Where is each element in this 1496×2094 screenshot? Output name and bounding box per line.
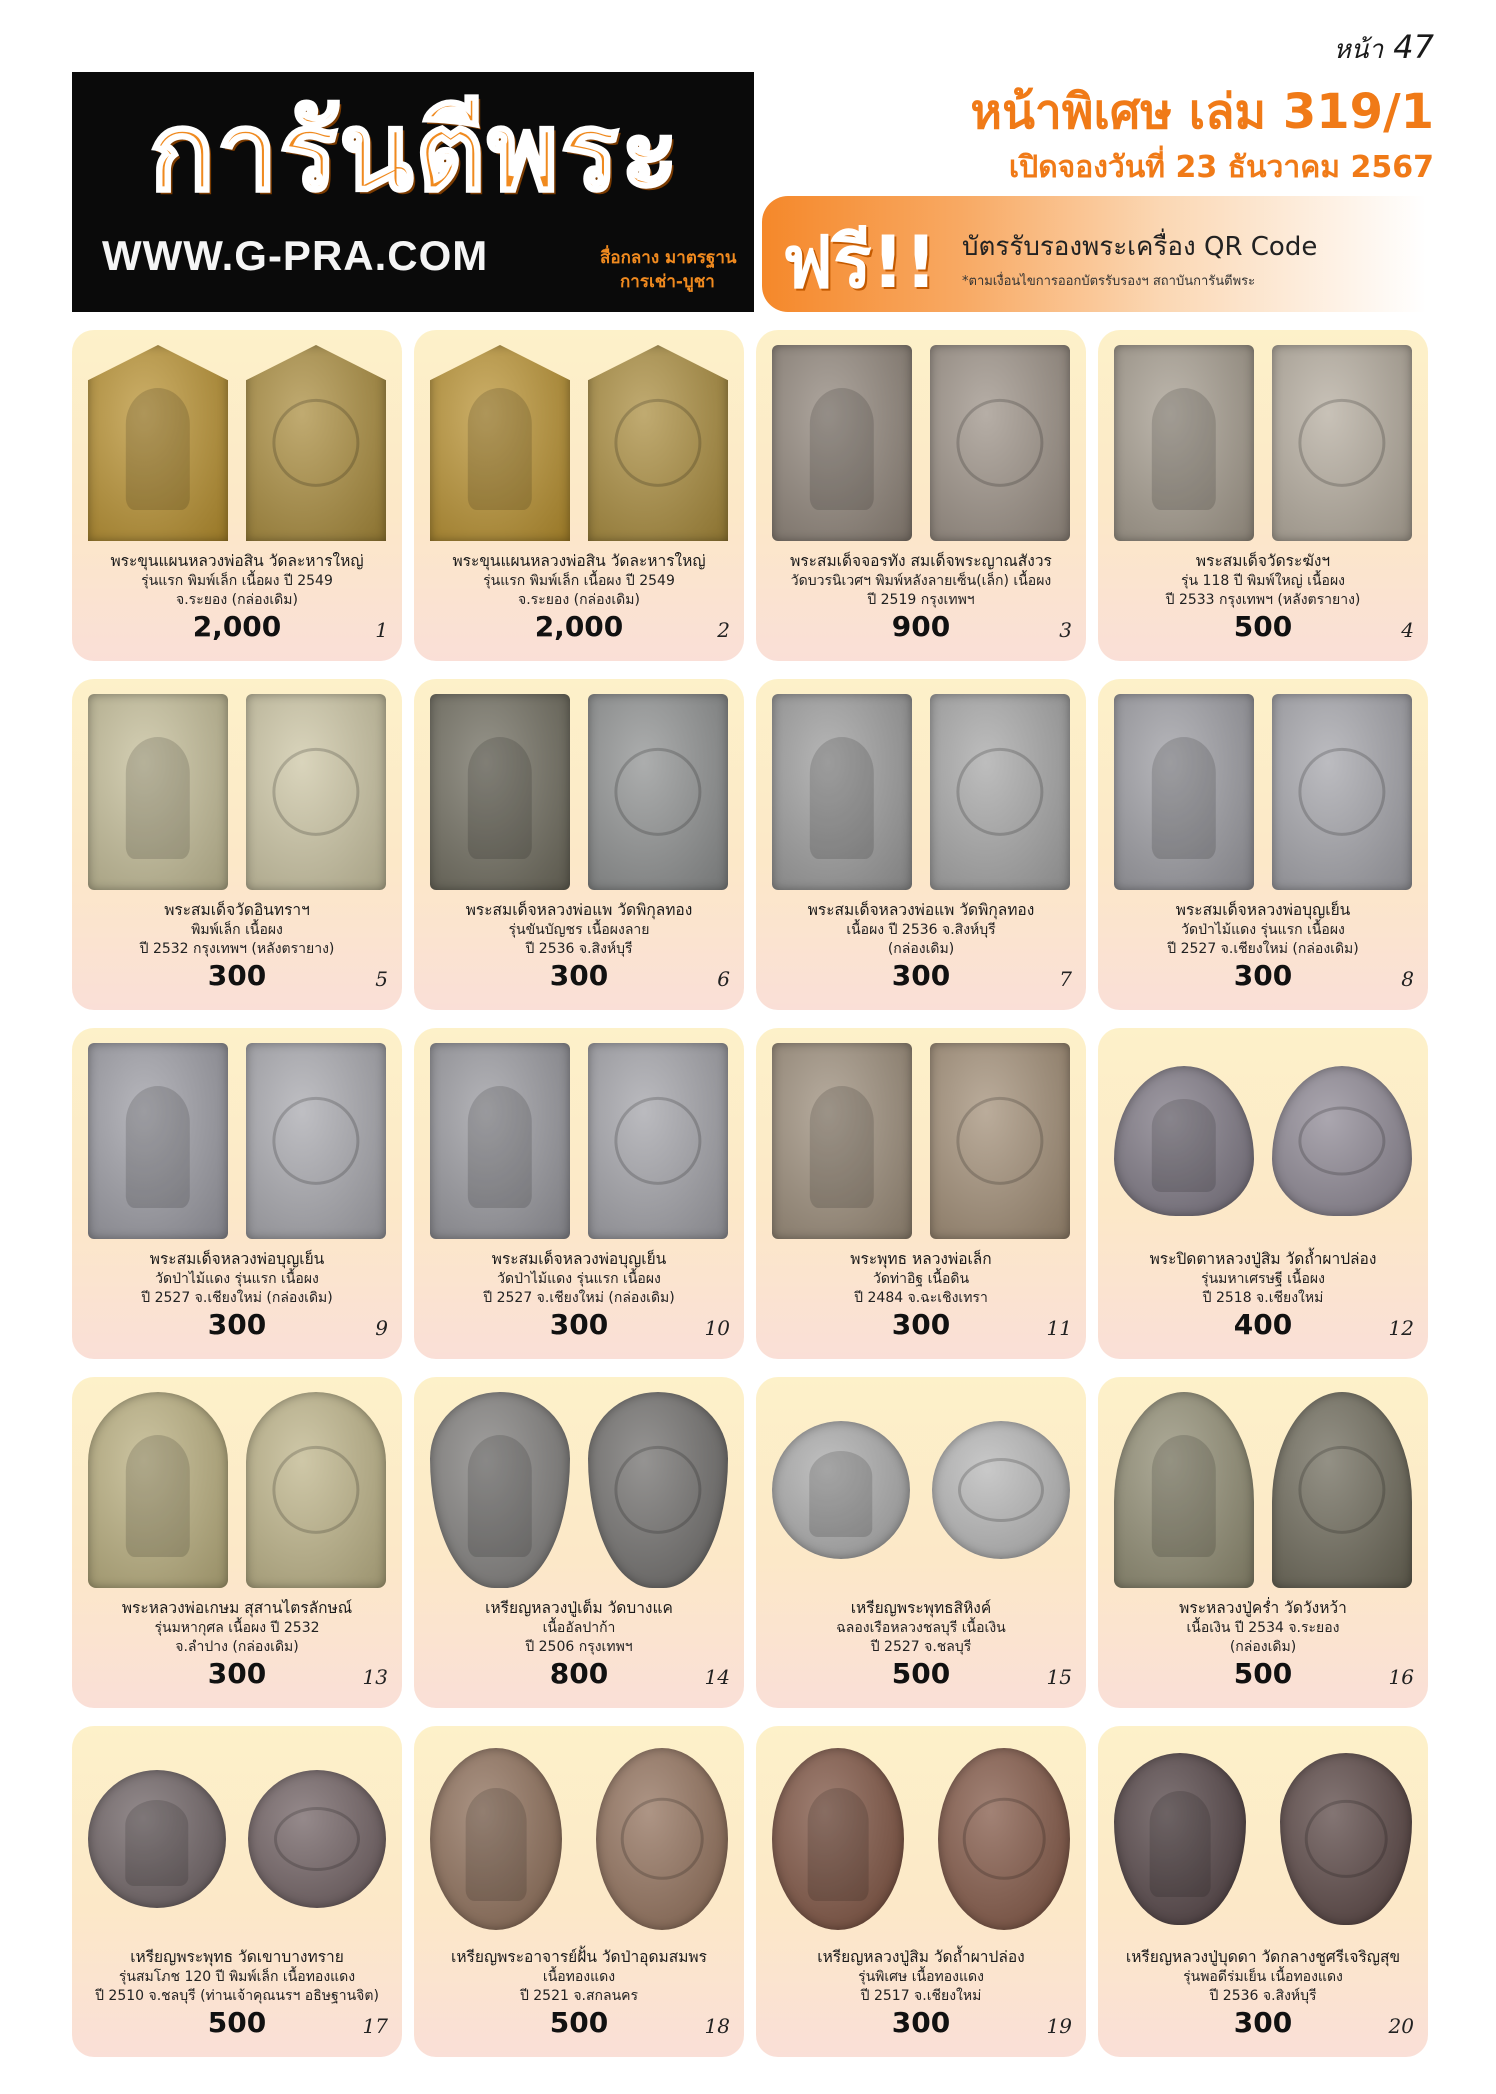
amulet-front-image[interactable] bbox=[772, 1043, 912, 1239]
amulet-detail-2: ปี 2519 กรุงเทพฯ bbox=[867, 592, 975, 608]
amulet-front-image[interactable] bbox=[1114, 1753, 1246, 1925]
amulet-front-image[interactable] bbox=[88, 345, 228, 541]
amulet-detail-1: รุ่นมหากุศล เนื้อผง ปี 2532 bbox=[154, 1620, 320, 1636]
amulet-photos bbox=[430, 1389, 728, 1591]
buddha-relief bbox=[125, 1800, 188, 1886]
amulet-price: 300 bbox=[1233, 959, 1293, 992]
buddha-relief bbox=[1152, 1435, 1216, 1557]
amulet-title: พระขุนแผนหลวงพ่อสิน วัดละหารใหญ่ bbox=[110, 552, 364, 570]
amulet-price: 500 bbox=[891, 1657, 951, 1690]
amulet-back-image[interactable] bbox=[1272, 345, 1412, 541]
back-inscription bbox=[956, 399, 1043, 487]
amulet-front-image[interactable] bbox=[88, 1043, 228, 1239]
amulet-photos bbox=[1114, 691, 1412, 893]
amulet-price: 300 bbox=[207, 1308, 267, 1341]
amulet-price: 500 bbox=[1233, 610, 1293, 643]
logo[interactable] bbox=[72, 72, 754, 312]
amulet-photos bbox=[430, 1040, 728, 1242]
amulet-photos bbox=[1114, 1738, 1412, 1940]
amulet-front-image[interactable] bbox=[772, 1421, 910, 1559]
amulet-card[interactable] bbox=[1098, 330, 1428, 661]
buddha-relief bbox=[1152, 388, 1216, 510]
amulet-title: พระสมเด็จหลวงพ่อบุญเย็น bbox=[491, 1250, 667, 1268]
amulet-price: 500 bbox=[549, 2006, 609, 2039]
amulet-front-image[interactable] bbox=[1114, 694, 1254, 890]
amulet-price: 300 bbox=[549, 959, 609, 992]
amulet-title: เหรียญพระพุทธ วัดเขาบางทราย bbox=[130, 1948, 344, 1966]
amulet-photos bbox=[772, 342, 1070, 544]
amulet-card[interactable] bbox=[72, 1377, 402, 1708]
back-inscription bbox=[1298, 1446, 1385, 1534]
amulet-card[interactable] bbox=[1098, 1028, 1428, 1359]
buddha-relief bbox=[468, 737, 532, 859]
item-number: 9 bbox=[375, 1316, 388, 1340]
back-inscription bbox=[956, 1097, 1043, 1185]
amulet-detail-1: รุ่นแรก พิมพ์เล็ก เนื้อผง ปี 2549 bbox=[483, 573, 675, 589]
amulet-photos bbox=[772, 1389, 1070, 1591]
amulet-detail-2: จ.ระยอง (กล่องเดิม) bbox=[176, 592, 298, 608]
free-text: บัตรรับรองพระเครื่อง QR Code bbox=[962, 232, 1318, 262]
amulet-price: 400 bbox=[1233, 1308, 1293, 1341]
amulet-title: พระสมเด็จหลวงพ่อแพ วัดพิกุลทอง bbox=[807, 901, 1035, 919]
item-number: 1 bbox=[375, 618, 388, 642]
back-inscription bbox=[272, 1097, 359, 1185]
back-inscription bbox=[614, 1446, 701, 1534]
amulet-detail-2: ปี 2536 จ.สิงห์บุรี bbox=[1209, 1988, 1317, 2004]
logo-tagline-1: สื่อกลาง มาตรฐาน bbox=[600, 248, 737, 268]
amulet-photos bbox=[430, 1738, 728, 1940]
item-number: 3 bbox=[1059, 618, 1072, 642]
back-inscription bbox=[1298, 748, 1385, 836]
amulet-title: พระหลวงพ่อเกษม สุสานไตรลักษณ์ bbox=[121, 1599, 353, 1617]
amulet-photos bbox=[772, 1738, 1070, 1940]
amulet-detail-1: เนื้อผง ปี 2536 จ.สิงห์บุรี bbox=[846, 922, 996, 938]
amulet-front-image[interactable] bbox=[430, 345, 570, 541]
amulet-price: 300 bbox=[891, 959, 951, 992]
item-number: 12 bbox=[1388, 1316, 1414, 1340]
amulet-detail-2: ปี 2517 จ.เชียงใหม่ bbox=[860, 1988, 982, 2004]
amulet-back-image[interactable] bbox=[932, 1421, 1070, 1559]
item-number: 4 bbox=[1401, 618, 1414, 642]
amulet-detail-1: รุ่นมหาเศรษฐี เนื้อผง bbox=[1201, 1271, 1325, 1287]
amulet-title: พระพุทธ หลวงพ่อเล็ก bbox=[850, 1250, 992, 1268]
amulet-title: พระสมเด็จจอรทัง สมเด็จพระญาณสังวร bbox=[790, 552, 1052, 570]
amulet-price: 500 bbox=[207, 2006, 267, 2039]
amulet-card[interactable] bbox=[756, 1726, 1086, 2057]
item-number: 16 bbox=[1388, 1665, 1414, 1689]
amulet-detail-2: ปี 2527 จ.เชียงใหม่ (กล่องเดิม) bbox=[141, 1290, 333, 1306]
back-inscription bbox=[614, 399, 701, 487]
buddha-relief bbox=[809, 1451, 872, 1537]
amulet-front-image[interactable] bbox=[1114, 1066, 1254, 1216]
amulet-back-image[interactable] bbox=[1272, 1066, 1412, 1216]
amulet-card[interactable] bbox=[756, 1028, 1086, 1359]
amulet-price: 300 bbox=[891, 2006, 951, 2039]
item-number: 20 bbox=[1388, 2014, 1414, 2038]
logo-title: การันตีพระ bbox=[149, 90, 681, 215]
amulet-price: 900 bbox=[891, 610, 951, 643]
amulet-card[interactable] bbox=[1098, 1726, 1428, 2057]
back-inscription bbox=[963, 1798, 1046, 1880]
amulet-card[interactable] bbox=[414, 1726, 744, 2057]
amulet-front-image[interactable] bbox=[1114, 345, 1254, 541]
amulet-photos bbox=[88, 342, 386, 544]
buddha-relief bbox=[126, 1086, 190, 1208]
amulet-detail-1: วัดบวรนิเวศฯ พิมพ์หลังลายเซ็น(เล็ก) เนื้อผง bbox=[790, 573, 1052, 589]
amulet-detail-2: ปี 2506 กรุงเทพฯ bbox=[525, 1639, 633, 1655]
item-number: 11 bbox=[1046, 1316, 1072, 1340]
back-inscription bbox=[958, 1458, 1044, 1522]
amulet-photos bbox=[88, 1040, 386, 1242]
back-inscription bbox=[1298, 1107, 1385, 1176]
buddha-relief bbox=[1152, 737, 1216, 859]
item-number: 8 bbox=[1401, 967, 1414, 991]
amulet-price: 800 bbox=[549, 1657, 609, 1690]
amulet-front-image[interactable] bbox=[772, 1748, 904, 1930]
amulet-photos bbox=[88, 1738, 386, 1940]
amulet-photos bbox=[772, 1040, 1070, 1242]
amulet-photos bbox=[88, 691, 386, 893]
buddha-relief bbox=[808, 1788, 869, 1901]
amulet-back-image[interactable] bbox=[930, 694, 1070, 890]
back-inscription bbox=[614, 1097, 701, 1185]
amulet-back-image[interactable] bbox=[588, 345, 728, 541]
item-number: 2 bbox=[717, 618, 730, 642]
amulet-detail-1: เนื้อเงิน ปี 2534 จ.ระยอง bbox=[1186, 1620, 1340, 1636]
amulet-card[interactable] bbox=[72, 1028, 402, 1359]
back-inscription bbox=[272, 399, 359, 487]
amulet-detail-2: ปี 2527 จ.เชียงใหม่ (กล่องเดิม) bbox=[483, 1290, 675, 1306]
amulet-back-image[interactable] bbox=[248, 1770, 386, 1908]
amulet-back-image[interactable] bbox=[588, 1043, 728, 1239]
amulet-front-image[interactable] bbox=[88, 694, 228, 890]
open-date: เปิดจองวันที่ 23 ธันวาคม 2567 bbox=[1008, 150, 1434, 185]
page-number-value: 47 bbox=[1393, 28, 1434, 66]
page-label: หน้า bbox=[1333, 35, 1384, 65]
amulet-photos bbox=[772, 691, 1070, 893]
amulet-photos bbox=[1114, 342, 1412, 544]
amulet-photos bbox=[88, 1389, 386, 1591]
buddha-relief bbox=[126, 1435, 190, 1557]
back-inscription bbox=[272, 1446, 359, 1534]
buddha-relief bbox=[468, 1086, 532, 1208]
back-inscription bbox=[621, 1798, 704, 1880]
amulet-detail-1: เนื้อทองแดง bbox=[542, 1969, 616, 1985]
amulet-detail-2: ปี 2484 จ.ฉะเชิงเทรา bbox=[854, 1290, 988, 1306]
amulet-detail-1: เนื้ออัลปาก้า bbox=[542, 1620, 616, 1636]
amulet-grid bbox=[72, 330, 1428, 2058]
amulet-title: พระสมเด็จวัดอินทราฯ bbox=[164, 901, 310, 919]
amulet-detail-1: วัดป่าไม้แดง รุ่นแรก เนื้อผง bbox=[497, 1271, 661, 1287]
amulet-photos bbox=[430, 691, 728, 893]
amulet-photos bbox=[430, 342, 728, 544]
amulet-back-image[interactable] bbox=[930, 1043, 1070, 1239]
amulet-back-image[interactable] bbox=[246, 1392, 386, 1588]
amulet-price: 300 bbox=[891, 1308, 951, 1341]
amulet-back-image[interactable] bbox=[596, 1748, 728, 1930]
amulet-photos bbox=[1114, 1389, 1412, 1591]
amulet-price: 300 bbox=[207, 959, 267, 992]
amulet-detail-1: วัดป่าไม้แดง รุ่นแรก เนื้อผง bbox=[1181, 922, 1345, 938]
amulet-back-image[interactable] bbox=[246, 694, 386, 890]
amulet-card[interactable] bbox=[1098, 679, 1428, 1010]
item-number: 6 bbox=[717, 967, 730, 991]
amulet-price: 300 bbox=[1233, 2006, 1293, 2039]
amulet-card[interactable] bbox=[1098, 1377, 1428, 1708]
amulet-back-image[interactable] bbox=[1272, 1392, 1412, 1588]
amulet-detail-2: ปี 2536 จ.สิงห์บุรี bbox=[525, 941, 633, 957]
buddha-relief bbox=[810, 388, 874, 510]
amulet-title: พระสมเด็จวัดระฆังฯ bbox=[1195, 552, 1331, 570]
amulet-detail-2: ปี 2521 จ.สกลนคร bbox=[519, 1988, 639, 2004]
amulet-back-image[interactable] bbox=[246, 345, 386, 541]
amulet-detail-2: (กล่องเดิม) bbox=[887, 941, 955, 957]
amulet-title: พระหลวงปู่คร่ำ วัดวังหว้า bbox=[1179, 1599, 1347, 1617]
amulet-card[interactable] bbox=[756, 679, 1086, 1010]
amulet-detail-2: ปี 2527 จ.เชียงใหม่ (กล่องเดิม) bbox=[1167, 941, 1359, 957]
amulet-detail-1: ฉลองเรือหลวงชลบุรี เนื้อเงิน bbox=[836, 1620, 1006, 1636]
amulet-detail-1: รุ่น 118 ปี พิมพ์ใหญ่ เนื้อผง bbox=[1181, 573, 1345, 589]
amulet-title: เหรียญพระพุทธสิหิงค์ bbox=[850, 1599, 992, 1617]
amulet-price: 300 bbox=[207, 1657, 267, 1690]
amulet-card[interactable] bbox=[72, 1726, 402, 2057]
amulet-back-image[interactable] bbox=[930, 345, 1070, 541]
amulet-card[interactable] bbox=[72, 330, 402, 661]
amulet-title: พระปิดตาหลวงปู่สิม วัดถ้ำผาปล่อง bbox=[1149, 1250, 1377, 1268]
back-inscription bbox=[272, 748, 359, 836]
amulet-back-image[interactable] bbox=[588, 694, 728, 890]
item-number: 5 bbox=[375, 967, 388, 991]
amulet-front-image[interactable] bbox=[772, 345, 912, 541]
buddha-relief bbox=[1150, 1791, 1211, 1898]
amulet-back-image[interactable] bbox=[938, 1748, 1070, 1930]
amulet-card[interactable] bbox=[756, 330, 1086, 661]
amulet-front-image[interactable] bbox=[1114, 1392, 1254, 1588]
amulet-card[interactable] bbox=[414, 679, 744, 1010]
amulet-detail-1: รุ่นสมโภช 120 ปี พิมพ์เล็ก เนื้อทองแดง bbox=[118, 1969, 356, 1985]
buddha-relief bbox=[126, 388, 190, 510]
amulet-title: เหรียญหลวงปู่สิม วัดถ้ำผาปล่อง bbox=[817, 1948, 1025, 1966]
amulet-title: เหรียญหลวงปู่เต็ม วัดบางแค bbox=[485, 1599, 673, 1617]
amulet-price: 2,000 bbox=[192, 610, 282, 643]
page-number bbox=[1334, 28, 1434, 70]
amulet-card[interactable] bbox=[756, 1377, 1086, 1708]
amulet-title: พระสมเด็จหลวงพ่อแพ วัดพิกุลทอง bbox=[465, 901, 693, 919]
item-number: 17 bbox=[362, 2014, 388, 2038]
amulet-detail-2: จ.ลำปาง (กล่องเดิม) bbox=[175, 1639, 299, 1655]
item-number: 18 bbox=[704, 2014, 730, 2038]
buddha-relief bbox=[468, 1435, 532, 1557]
amulet-detail-1: รุ่นแรก พิมพ์เล็ก เนื้อผง ปี 2549 bbox=[141, 573, 333, 589]
issue-title: หน้าพิเศษ เล่ม 319/1 bbox=[970, 84, 1434, 140]
amulet-title: พระสมเด็จหลวงพ่อบุญเย็น bbox=[149, 1250, 325, 1268]
amulet-front-image[interactable] bbox=[430, 694, 570, 890]
amulet-front-image[interactable] bbox=[772, 694, 912, 890]
amulet-detail-1: รุ่นพอดีร่มเย็น เนื้อทองแดง bbox=[1183, 1969, 1343, 1985]
buddha-relief bbox=[466, 1788, 527, 1901]
amulet-photos bbox=[1114, 1040, 1412, 1242]
amulet-price: 2,000 bbox=[534, 610, 624, 643]
amulet-title: เหรียญพระอาจารย์ฝั้น วัดป่าอุดมสมพร bbox=[451, 1948, 707, 1966]
amulet-detail-1: รุ่นพิเศษ เนื้อทองแดง bbox=[858, 1969, 984, 1985]
amulet-price: 300 bbox=[549, 1308, 609, 1341]
amulet-back-image[interactable] bbox=[588, 1392, 728, 1588]
amulet-title: พระขุนแผนหลวงพ่อสิน วัดละหารใหญ่ bbox=[452, 552, 706, 570]
amulet-detail-1: พิมพ์เล็ก เนื้อผง bbox=[191, 922, 283, 938]
buddha-relief bbox=[468, 388, 532, 510]
amulet-card[interactable] bbox=[72, 679, 402, 1010]
back-inscription bbox=[1298, 399, 1385, 487]
amulet-detail-1: วัดป่าไม้แดง รุ่นแรก เนื้อผง bbox=[155, 1271, 319, 1287]
amulet-detail-2: (กล่องเดิม) bbox=[1229, 1639, 1297, 1655]
item-number: 19 bbox=[1046, 2014, 1072, 2038]
logo-url[interactable]: WWW.G-PRA.COM bbox=[102, 232, 489, 279]
amulet-back-image[interactable] bbox=[246, 1043, 386, 1239]
back-inscription bbox=[274, 1807, 360, 1871]
free-certificate-banner bbox=[762, 196, 1426, 312]
back-inscription bbox=[1305, 1800, 1388, 1878]
item-number: 13 bbox=[362, 1665, 388, 1689]
amulet-card[interactable] bbox=[414, 1377, 744, 1708]
amulet-price: 500 bbox=[1233, 1657, 1293, 1690]
amulet-title: พระสมเด็จหลวงพ่อบุญเย็น bbox=[1175, 901, 1351, 919]
amulet-front-image[interactable] bbox=[430, 1392, 570, 1588]
amulet-detail-2: ปี 2532 กรุงเทพฯ (หลังตรายาง) bbox=[139, 941, 335, 957]
amulet-title: เหรียญหลวงปู่บุดดา วัดกลางชูศรีเจริญสุข bbox=[1125, 1948, 1401, 1966]
amulet-detail-2: ปี 2510 จ.ชลบุรี (ท่านเจ้าคุณนรฯ อธิษฐานจิต) bbox=[95, 1988, 379, 2004]
back-inscription bbox=[614, 748, 701, 836]
buddha-relief bbox=[1152, 1099, 1216, 1192]
amulet-front-image[interactable] bbox=[430, 1748, 562, 1930]
item-number: 15 bbox=[1046, 1665, 1072, 1689]
free-note: *ตามเงื่อนไขการออกบัตรรับรองฯ สถาบันการันตีพระ bbox=[962, 274, 1256, 289]
amulet-back-image[interactable] bbox=[1272, 694, 1412, 890]
amulet-front-image[interactable] bbox=[430, 1043, 570, 1239]
amulet-back-image[interactable] bbox=[1280, 1753, 1412, 1925]
amulet-front-image[interactable] bbox=[88, 1392, 228, 1588]
item-number: 10 bbox=[704, 1316, 730, 1340]
item-number: 7 bbox=[1059, 967, 1072, 991]
back-inscription bbox=[956, 748, 1043, 836]
item-number: 14 bbox=[704, 1665, 730, 1689]
amulet-detail-2: ปี 2527 จ.ชลบุรี bbox=[870, 1639, 972, 1655]
buddha-relief bbox=[810, 1086, 874, 1208]
amulet-detail-2: จ.ระยอง (กล่องเดิม) bbox=[518, 592, 640, 608]
amulet-detail-1: วัดท่าอิฐ เนื้อดิน bbox=[872, 1271, 970, 1287]
amulet-front-image[interactable] bbox=[88, 1770, 226, 1908]
amulet-detail-1: รุ่นขันบัญชร เนื้อผงลาย bbox=[508, 922, 650, 938]
free-word: ฟรี!! bbox=[782, 220, 938, 304]
amulet-detail-2: ปี 2533 กรุงเทพฯ (หลังตรายาง) bbox=[1165, 592, 1361, 608]
amulet-card[interactable] bbox=[414, 330, 744, 661]
buddha-relief bbox=[126, 737, 190, 859]
amulet-detail-2: ปี 2518 จ.เชียงใหม่ bbox=[1202, 1290, 1324, 1306]
amulet-card[interactable] bbox=[414, 1028, 744, 1359]
buddha-relief bbox=[810, 737, 874, 859]
logo-tagline-2: การเช่า-บูชา bbox=[620, 272, 715, 292]
